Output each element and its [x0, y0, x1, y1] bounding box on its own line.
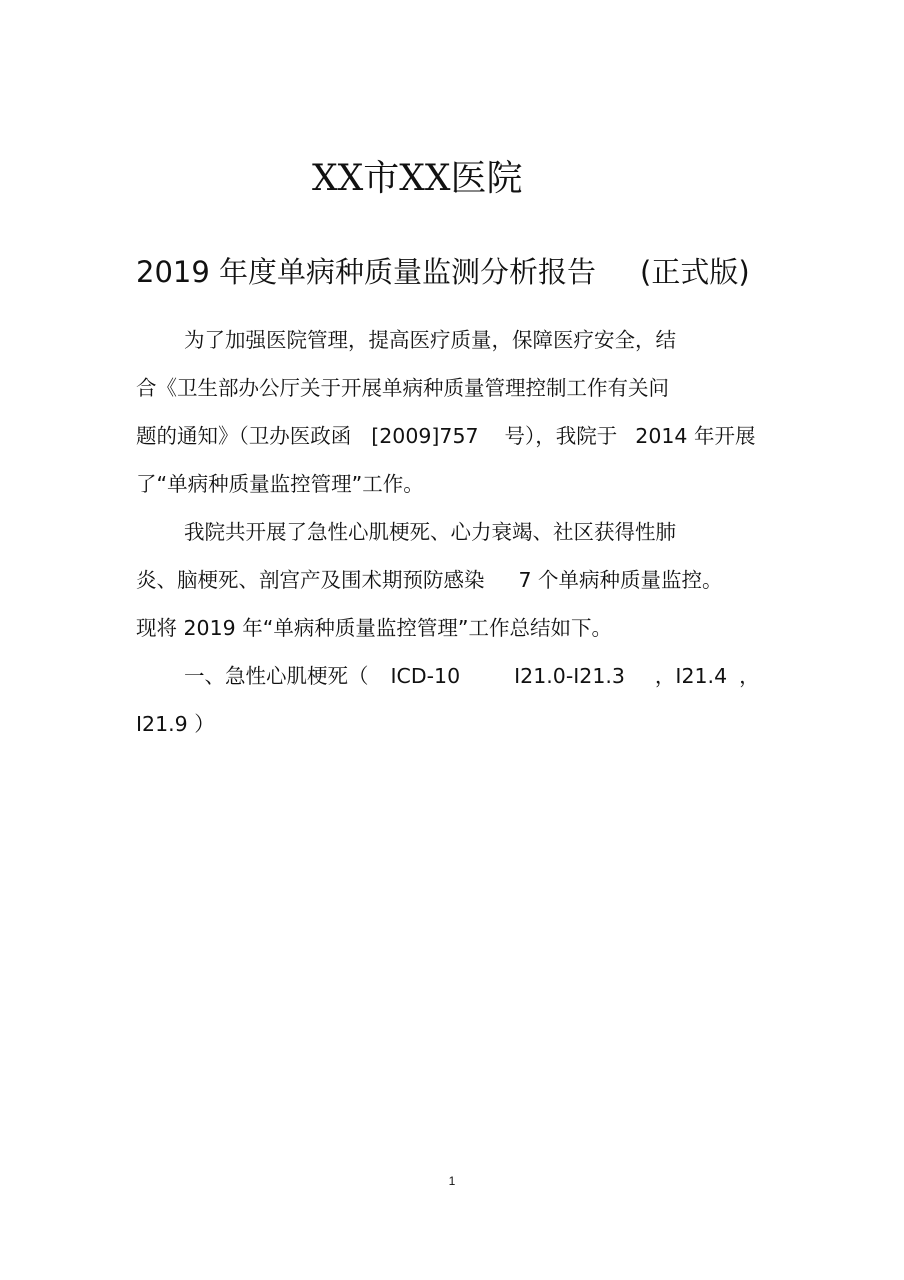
report-title: [136, 250, 750, 291]
paragraph-2-line-3: 现将 2019 年“单病种质量监控管理”工作总结如下。: [136, 616, 612, 640]
report-version: (正式版): [640, 255, 750, 289]
icd-code-2: ，I21.4: [654, 664, 728, 688]
monitor-count: 7 个单病种质量监控。: [518, 568, 723, 592]
paragraph-2-line-2: [136, 566, 723, 594]
paragraph-1-line-3: [136, 422, 755, 450]
icd-separator: ，: [739, 664, 760, 688]
page-number: 1: [448, 1174, 456, 1188]
paragraph-1-line-1: 为了加强医院管理，提高医疗质量，保障医疗安全，结: [184, 328, 676, 352]
paragraph-1-line-2: 合《卫生部办公厅关于开展单病种质量管理控制工作有关问: [136, 376, 669, 400]
document-number: [2009]757: [371, 424, 479, 448]
hospital-since: 号），我院于: [504, 424, 618, 448]
start-year: 2014 年开展: [635, 424, 756, 448]
hospital-title: XX市XX医院: [312, 158, 523, 199]
section-1-heading: [184, 662, 760, 690]
paragraph-2-line-1: 我院共开展了急性心肌梗死、心力衰竭、社区获得性肺: [184, 520, 676, 544]
report-title-text: 2019 年度单病种质量监测分析报告: [136, 255, 597, 289]
section-1-heading-line-2: I21.9 ）: [136, 712, 215, 736]
notice-title-end: 题的通知》（卫办医政函: [136, 424, 352, 448]
disease-list: 炎、脑梗死、剖宫产及围术期预防感染: [136, 568, 485, 592]
section-1-title: 一、急性心肌梗死（: [184, 664, 369, 688]
paragraph-1-line-4: 了“单病种质量监控管理”工作。: [136, 472, 424, 496]
icd-range: I21.0-I21.3: [514, 664, 625, 688]
icd-label: ICD-10: [390, 664, 461, 688]
